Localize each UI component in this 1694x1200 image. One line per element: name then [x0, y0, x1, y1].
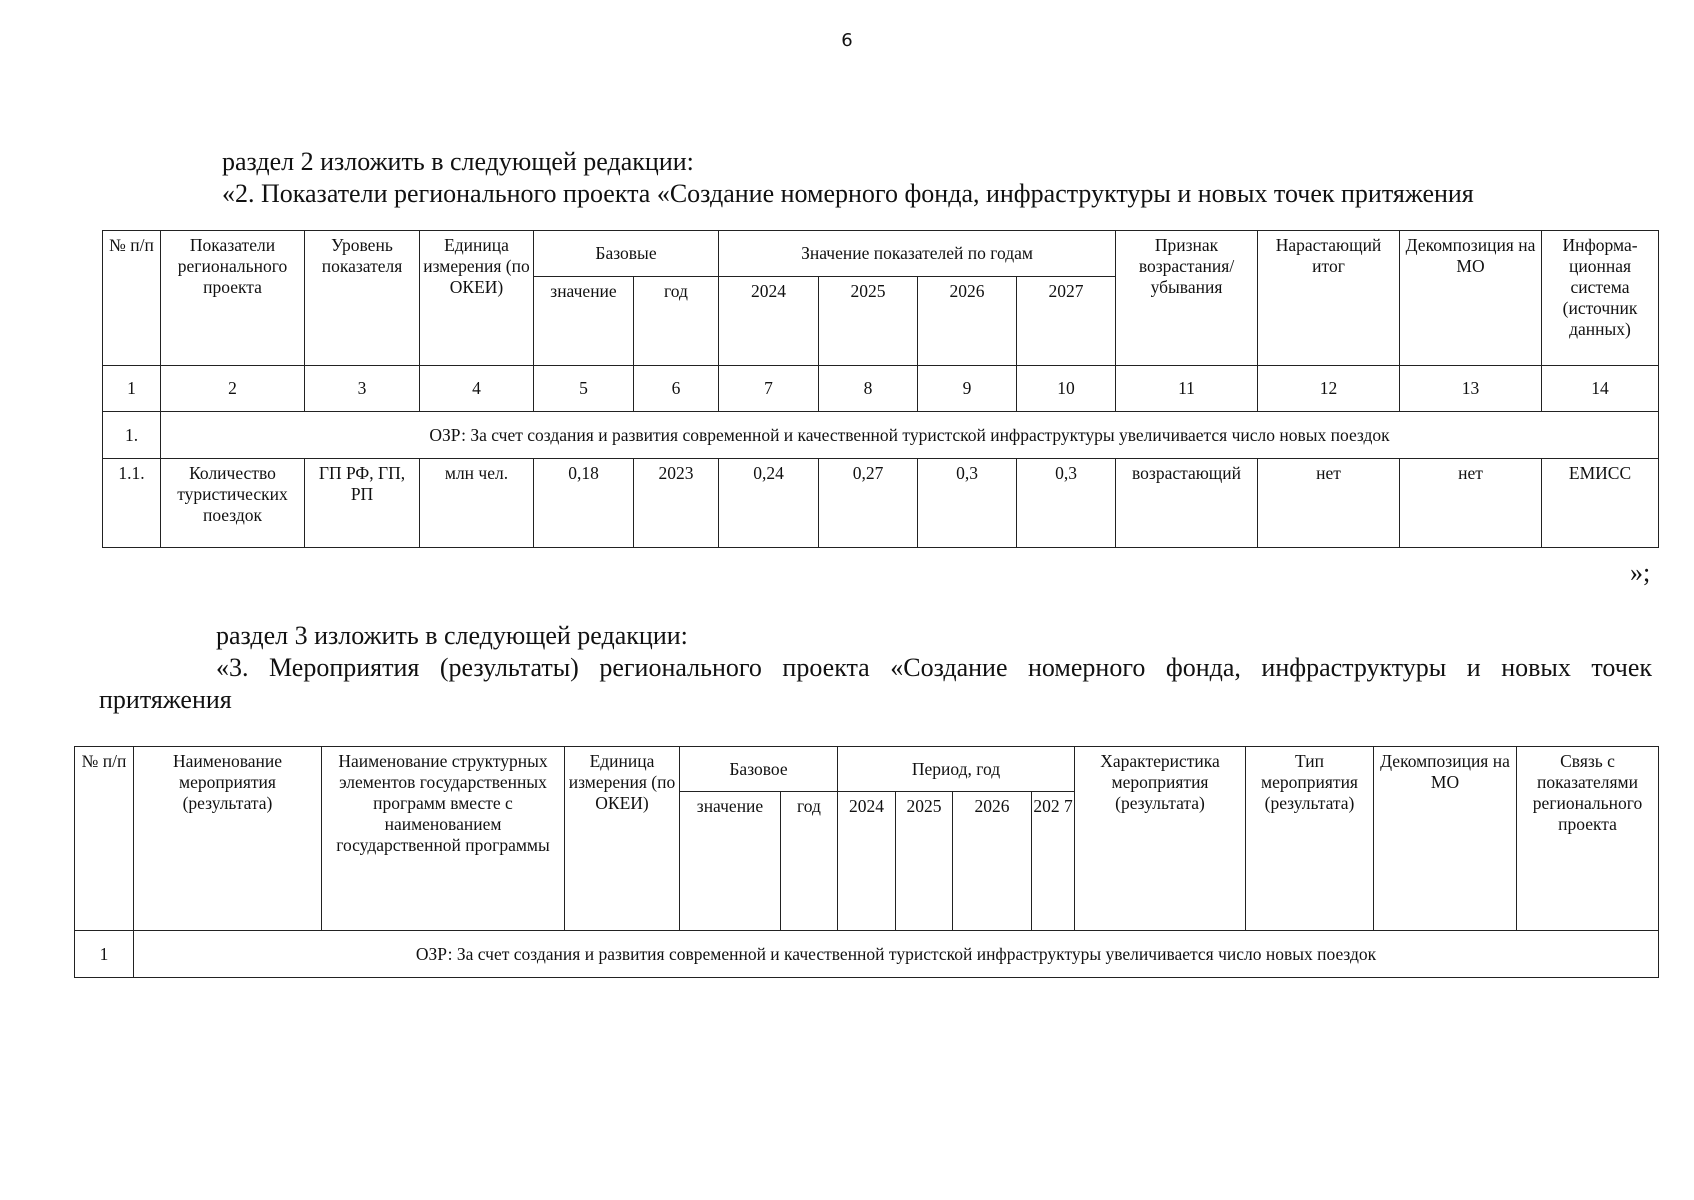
header-year-2024: 2024: [719, 277, 819, 366]
header-base-value: значение: [534, 277, 634, 366]
column-number: 9: [918, 366, 1017, 412]
column-number: 7: [719, 366, 819, 412]
header-year-2026: 2026: [918, 277, 1017, 366]
header-unit: Единица измерения (по ОКЕИ): [420, 231, 534, 366]
header-type: Тип мероприятия (результата): [1246, 747, 1374, 931]
header-structural-elements: Наименование структурных элементов государственных программ вместе с наименованием государственной программы: [322, 747, 565, 931]
header-num: № п/п: [75, 747, 134, 931]
header-level: Уровень показателя: [305, 231, 420, 366]
closing-quote: »;: [1630, 558, 1651, 587]
indicators-table: [102, 230, 1659, 548]
header-year-2024: 2024: [838, 792, 896, 931]
section-2-intro: раздел 2 изложить в следующей редакции:: [222, 147, 694, 176]
column-number: 4: [420, 366, 534, 412]
row-trend: возрастающий: [1116, 459, 1258, 548]
header-decomposition: Декомпозиция на МО: [1374, 747, 1517, 931]
header-year-2025: 2025: [819, 277, 918, 366]
row-base-year: 2023: [634, 459, 719, 548]
header-decomposition: Декомпозиция на МО: [1400, 231, 1542, 366]
column-number: 11: [1116, 366, 1258, 412]
row-unit: млн чел.: [420, 459, 534, 548]
header-base-value: значение: [680, 792, 781, 931]
column-number: 5: [534, 366, 634, 412]
header-trend: Признак возрастания/ убывания: [1116, 231, 1258, 366]
header-base-year: год: [781, 792, 838, 931]
page-number: 6: [841, 30, 853, 51]
row-level: ГП РФ, ГП, РП: [305, 459, 420, 548]
column-number: 14: [1542, 366, 1659, 412]
column-number: 3: [305, 366, 420, 412]
header-values-by-year: Значение показателей по годам: [719, 231, 1116, 277]
goal-row-text: ОЗР: За счет создания и развития современной и качественной туристской инфраструктуры увеличивается число новых поездок: [134, 931, 1659, 978]
row-value-2025: 0,27: [819, 459, 918, 548]
header-cumulative: Нарастающий итог: [1258, 231, 1400, 366]
column-number: 13: [1400, 366, 1542, 412]
header-base: Базовые: [534, 231, 719, 277]
row-cumulative: нет: [1258, 459, 1400, 548]
goal-row-num: 1.: [103, 412, 161, 459]
header-year-2026: 2026: [953, 792, 1032, 931]
row-base-value: 0,18: [534, 459, 634, 548]
row-indicator: Количество туристических поездок: [161, 459, 305, 548]
header-indicator: Показатели регионального проекта: [161, 231, 305, 366]
header-info-system: Информа-ционная система (источник данных): [1542, 231, 1659, 366]
header-year-2027: 2027: [1017, 277, 1116, 366]
header-unit: Единица измерения (по ОКЕИ): [565, 747, 680, 931]
header-characteristic: Характеристика мероприятия (результата): [1075, 747, 1246, 931]
column-number: 2: [161, 366, 305, 412]
row-value-2024: 0,24: [719, 459, 819, 548]
row-decomposition: нет: [1400, 459, 1542, 548]
section-3-intro: раздел 3 изложить в следующей редакции:: [216, 621, 688, 650]
header-event-name: Наименование мероприятия (результата): [134, 747, 322, 931]
events-table: [74, 746, 1659, 978]
column-number: 8: [819, 366, 918, 412]
row-info-system: ЕМИСС: [1542, 459, 1659, 548]
column-number: 12: [1258, 366, 1400, 412]
column-number: 6: [634, 366, 719, 412]
goal-row-num: 1: [75, 931, 134, 978]
column-number: 10: [1017, 366, 1116, 412]
section-3-heading-continued: притяжения: [99, 685, 232, 714]
table-row: [103, 459, 1659, 548]
column-number: 1: [103, 366, 161, 412]
header-year-2027: 202 7: [1032, 792, 1075, 931]
header-period: Период, год: [838, 747, 1075, 792]
header-year-2025: 2025: [896, 792, 953, 931]
header-link: Связь с показателями регионального проекта: [1517, 747, 1659, 931]
row-num: 1.1.: [103, 459, 161, 548]
goal-row-text: ОЗР: За счет создания и развития современной и качественной туристской инфраструктуры увеличивается число новых поездок: [161, 412, 1659, 459]
section-3-heading: «3. Мероприятия (результаты) регионального проекта «Создание номерного фонда, инфраструктуры и новых точек: [216, 653, 1652, 682]
header-base: Базовое: [680, 747, 838, 792]
row-value-2026: 0,3: [918, 459, 1017, 548]
header-base-year: год: [634, 277, 719, 366]
header-num: № п/п: [103, 231, 161, 366]
section-2-heading: «2. Показатели регионального проекта «Создание номерного фонда, инфраструктуры и новых точек притяжения: [222, 179, 1474, 208]
row-value-2027: 0,3: [1017, 459, 1116, 548]
